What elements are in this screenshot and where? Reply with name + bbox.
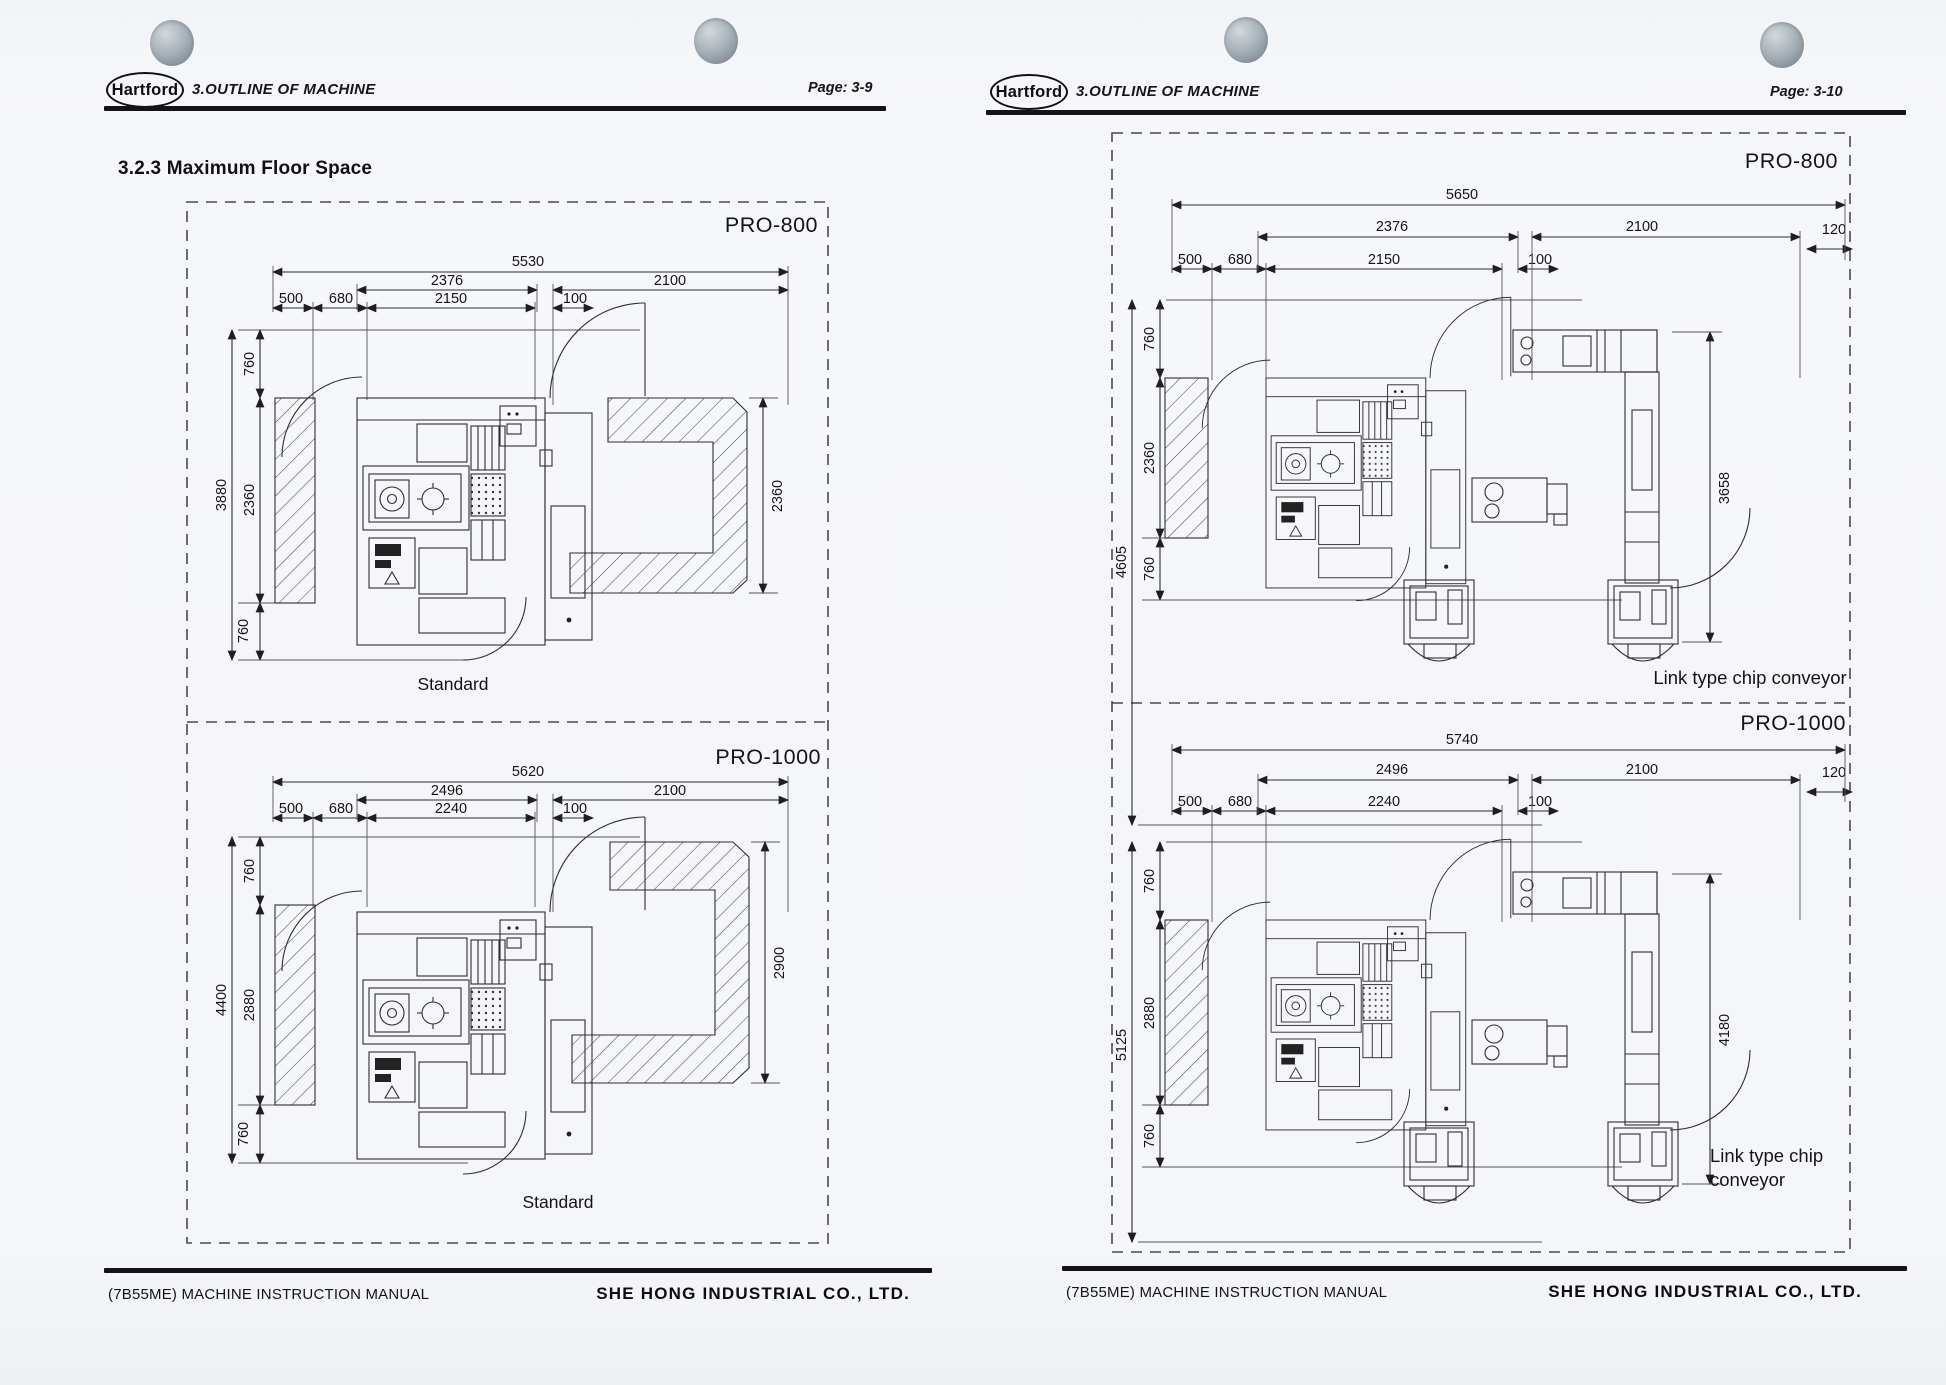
hartford-logo [106, 72, 184, 108]
dim-top-height: 760 [242, 351, 258, 377]
machine-plan [282, 817, 645, 1174]
hartford-logo-text: Hartford [995, 82, 1063, 101]
dim-right-height: 4180 [1717, 1013, 1733, 1047]
dim-front: 680 [1227, 252, 1253, 268]
model-label: PRO-1000 [715, 745, 821, 769]
dim-gap: 100 [562, 801, 588, 817]
machine-plan [1202, 297, 1511, 600]
dim-right-width: 2100 [653, 783, 687, 799]
chip-conveyor [1404, 330, 1750, 661]
dim-overall-width: 5620 [511, 764, 545, 780]
hatched-structure [572, 842, 749, 1083]
dim-machine-width: 2150 [434, 291, 468, 307]
header-section-title: 3.OUTLINE OF MACHINE [192, 81, 376, 98]
hatched-wall [1165, 378, 1208, 538]
model-label: PRO-1000 [1740, 711, 1846, 735]
dim-machine-width: 2240 [434, 801, 468, 817]
dim-upper-width: 2496 [1375, 762, 1409, 778]
dim-front: 680 [1227, 794, 1253, 810]
hatched-wall [275, 398, 315, 603]
dim-wall: 500 [278, 801, 304, 817]
header-section-title: 3.OUTLINE OF MACHINE [1076, 83, 1260, 100]
hartford-logo-text: Hartford [111, 80, 179, 99]
chip-cart [1608, 1122, 1678, 1203]
dim-top-height: 760 [242, 858, 258, 884]
dim-overall-height: 4605 [1114, 545, 1130, 579]
chip-conveyor [1404, 872, 1750, 1203]
dim-gap: 100 [562, 291, 588, 307]
header-rule [104, 106, 886, 111]
dim-right-width: 2100 [653, 273, 687, 289]
diagram-pro800-standard [214, 213, 818, 694]
hatched-structure [570, 398, 747, 593]
variant-caption: Standard [417, 674, 489, 694]
dim-overall-width: 5650 [1445, 187, 1479, 203]
model-label: PRO-800 [724, 213, 818, 237]
dim-mid-height: 2360 [1142, 441, 1158, 475]
dim-upper-width: 2376 [430, 273, 464, 289]
header-page-number: Page: 3-9 [808, 80, 873, 96]
dim-wall: 500 [1177, 252, 1203, 268]
footer-company-name: SHE HONG INDUSTRIAL CO., LTD. [1548, 1282, 1862, 1301]
dim-right-height: 3658 [1717, 471, 1733, 505]
dim-overall-height: 5125 [1114, 1028, 1130, 1062]
binder-hole [150, 20, 194, 66]
dim-upper-width: 2496 [430, 783, 464, 799]
section-heading: 3.2.3 Maximum Floor Space [118, 158, 373, 179]
floor-space-diagrams-page-3-10 [1062, 110, 1912, 1270]
hartford-logo [990, 74, 1068, 110]
dim-machine-width: 2240 [1367, 794, 1401, 810]
dim-mid-height: 2880 [242, 988, 258, 1022]
dim-bottom-height: 760 [236, 618, 252, 644]
footer-company-name: SHE HONG INDUSTRIAL CO., LTD. [596, 1284, 910, 1303]
variant-caption-line2: conveyor [1710, 1169, 1786, 1190]
dim-front: 680 [328, 291, 354, 307]
model-label: PRO-800 [1744, 149, 1838, 173]
variant-caption: Link type chip conveyor [1653, 667, 1847, 688]
dim-top-height: 760 [1142, 326, 1158, 352]
dim-mid-height: 2360 [242, 483, 258, 517]
dim-right-width: 2100 [1625, 762, 1659, 778]
footer-manual-name: (7B55ME) MACHINE INSTRUCTION MANUAL [108, 1286, 430, 1303]
dim-gap: 100 [1527, 794, 1553, 810]
diagram-dashed-frame [1112, 133, 1850, 1252]
dim-bottom-height: 760 [1142, 556, 1158, 582]
dim-overall-width: 5530 [511, 254, 545, 270]
dim-overall-height: 4400 [214, 983, 230, 1017]
chip-cart [1404, 580, 1474, 661]
header-page-number: Page: 3-10 [1770, 84, 1843, 100]
dim-upper-width: 2376 [1375, 219, 1409, 235]
dim-machine-width: 2150 [1367, 252, 1401, 268]
dim-right-height: 2900 [772, 946, 788, 980]
hatched-wall [275, 905, 315, 1105]
dim-right-width: 2100 [1625, 219, 1659, 235]
binder-hole [1760, 22, 1804, 68]
dim-mid-height: 2880 [1142, 996, 1158, 1030]
binder-hole [1224, 17, 1268, 63]
dim-edge: 120 [1821, 765, 1847, 781]
hatched-wall [1165, 920, 1208, 1105]
variant-caption-line1: Link type chip [1710, 1145, 1824, 1166]
machine-plan [282, 303, 645, 660]
dim-top-height: 760 [1142, 868, 1158, 894]
dim-wall: 500 [1177, 794, 1203, 810]
chip-cart [1404, 1122, 1474, 1203]
dim-overall-width: 5740 [1445, 732, 1479, 748]
dim-overall-height: 3880 [214, 478, 230, 512]
machine-plan [1202, 839, 1511, 1142]
dim-right-height: 2360 [770, 479, 786, 513]
diagram-pro1000-conveyor [1114, 711, 1852, 1242]
chip-cart [1608, 580, 1678, 661]
dim-gap: 100 [1527, 252, 1553, 268]
dim-front: 680 [328, 801, 354, 817]
variant-caption: Standard [522, 1192, 594, 1212]
footer-manual-name: (7B55ME) MACHINE INSTRUCTION MANUAL [1066, 1284, 1388, 1301]
floor-space-diagrams-page-3-9 [88, 150, 938, 1270]
dim-bottom-height: 760 [236, 1121, 252, 1147]
dim-edge: 120 [1821, 222, 1847, 238]
dim-wall: 500 [278, 291, 304, 307]
diagram-pro1000-standard [214, 745, 821, 1212]
binder-hole [694, 18, 738, 64]
dim-bottom-height: 760 [1142, 1123, 1158, 1149]
